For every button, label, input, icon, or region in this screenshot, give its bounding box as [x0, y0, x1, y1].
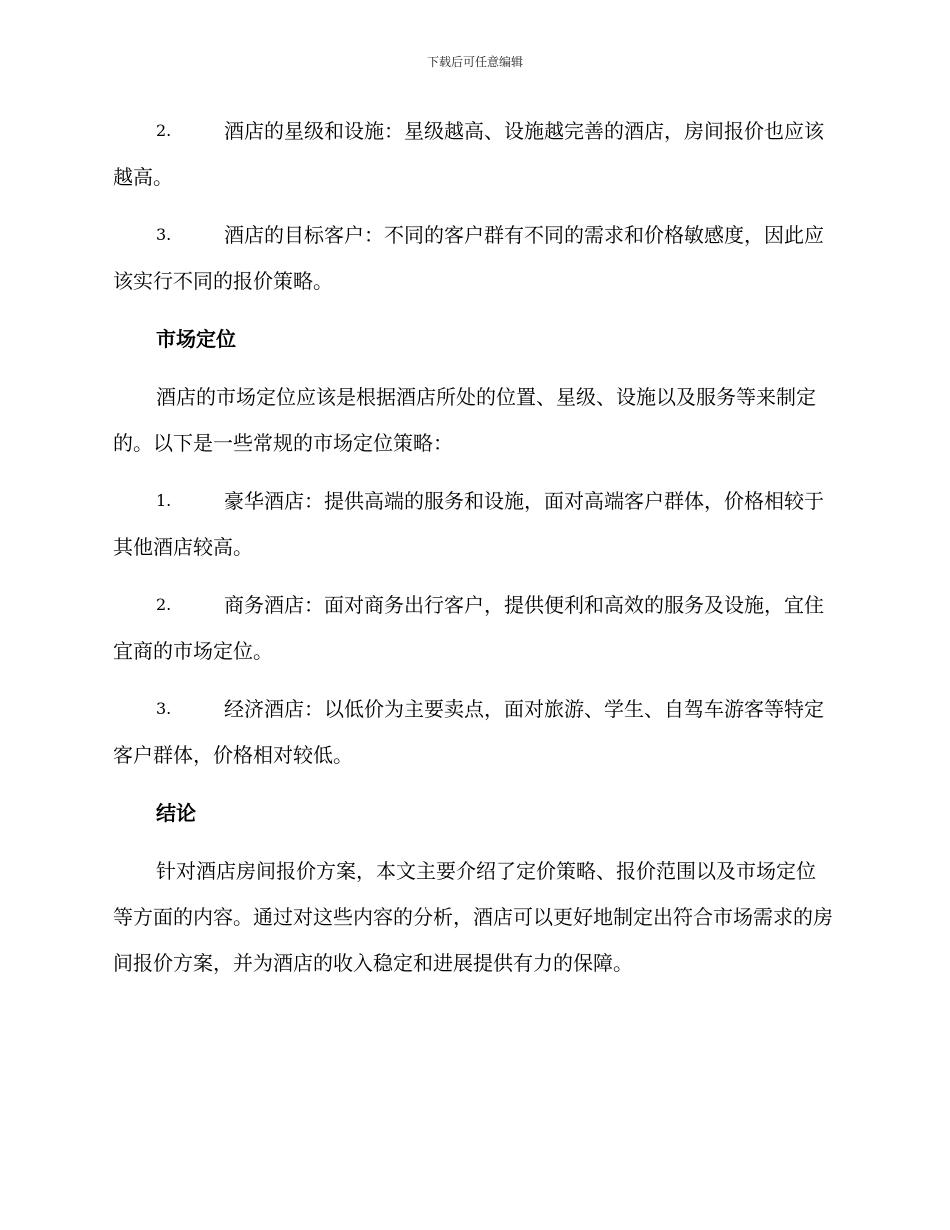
list-item-text: 商务酒店：面对商务出行客户，提供便利和高效的服务及设施，宜住宜商的市场定位。 [113, 593, 824, 663]
list-number: 2. [156, 595, 172, 614]
list-item-text: 酒店的目标客户：不同的客户群有不同的需求和价格敏感度，因此应该实行不同的报价策略。 [113, 223, 824, 293]
paragraph-market-positioning: 酒店的市场定位应该是根据酒店所处的位置、星级、设施以及服务等来制定的。以下是一些常规的市场定位策略： [113, 385, 816, 455]
page-header: 下载后可任意编辑 [426, 55, 523, 69]
list-item-text: 经济酒店：以低价为主要卖点，面对旅游、学生、自驾车游客等特定客户群体，价格相对较低。 [113, 697, 824, 767]
list-item-luxury-hotel [113, 478, 833, 570]
list-item-star-facilities [113, 108, 833, 200]
list-number: 2. [156, 121, 172, 140]
document-body [113, 108, 833, 998]
paragraph-conclusion: 针对酒店房间报价方案，本文主要介绍了定价策略、报价范围以及市场定位等方面的内容。通过对这些内容的分析，酒店可以更好地制定出符合市场需求的房间报价方案，并为酒店的收入稳定和进展提供有力的保障。 [113, 859, 833, 975]
list-item-business-hotel [113, 582, 833, 674]
list-item-text: 酒店的星级和设施：星级越高、设施越完善的酒店，房间报价也应该越高。 [113, 119, 824, 189]
list-item-target-customers [113, 212, 833, 304]
section-heading-conclusion: 结论 [156, 801, 196, 825]
section-heading-market-positioning: 市场定位 [156, 327, 236, 351]
list-number: 3. [156, 699, 172, 718]
list-number: 1. [156, 491, 172, 510]
list-number: 3. [156, 225, 172, 244]
list-item-budget-hotel [113, 686, 833, 778]
list-item-text: 豪华酒店：提供高端的服务和设施，面对高端客户群体，价格相较于其他酒店较高。 [113, 489, 824, 559]
